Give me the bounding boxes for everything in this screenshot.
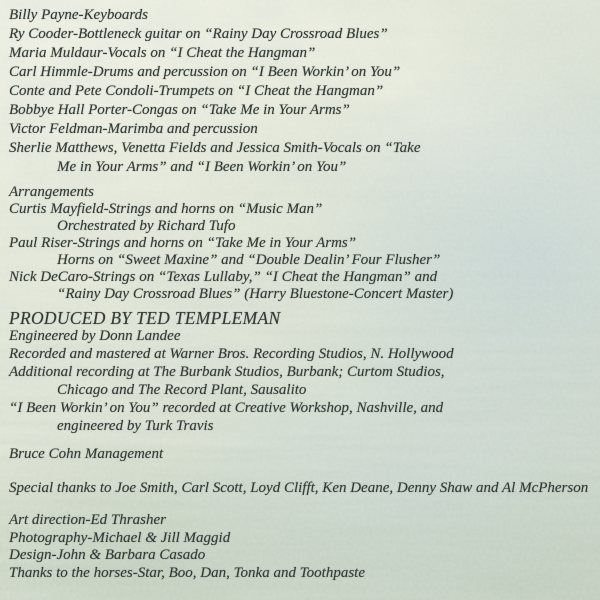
credit-line: Nick DeCaro-Strings on “Texas Lullaby,” “I Cheat the Hangman” and <box>9 269 438 285</box>
produced-by-line: PRODUCED BY TED TEMPLEMAN <box>9 308 281 328</box>
musicians-section <box>9 6 600 177</box>
credit-line: Additional recording at The Burbank Studios, Burbank; Curtom Studios, <box>9 364 445 380</box>
management-line: Bruce Cohn Management <box>9 446 164 462</box>
art-credits-section <box>9 512 600 582</box>
credit-line: Art direction-Ed Thrasher <box>9 512 166 528</box>
credit-line-continuation: Orchestrated by Richard Tufo <box>57 218 236 234</box>
credit-line: Victor Feldman-Marimba and percussion <box>9 121 258 137</box>
credit-line: Billy Payne-Keyboards <box>9 7 148 23</box>
credit-line: Photography-Michael & Jill Maggid <box>9 529 231 546</box>
credit-line: Design-John & Barbara Casado <box>9 547 206 563</box>
credit-line-continuation: Horns on “Sweet Maxine” and “Double Dealin’ Four Flusher” <box>57 252 441 268</box>
credit-line: Engineered by Donn Landee <box>9 328 181 344</box>
arrangements-heading: Arrangements <box>9 184 94 200</box>
credit-line-continuation: Me in Your Arms” and “I Been Workin’ on You” <box>57 159 347 175</box>
credit-line: Conte and Pete Condoli-Trumpets on “I Cheat the Hangman” <box>9 83 384 99</box>
credit-line: Paul Riser-Strings and horns on “Take Me in Your Arms” <box>9 235 357 251</box>
production-section <box>9 309 600 435</box>
credit-line: Ry Cooder-Bottleneck guitar on “Rainy Day Crossroad Blues” <box>9 26 388 42</box>
special-thanks-line: Special thanks to Joe Smith, Carl Scott, Loyd Clifft, Ken Deane, Denny Shaw and Al McPherson <box>9 480 589 496</box>
credit-line-continuation: Chicago and The Record Plant, Sausalito <box>57 382 307 398</box>
credit-line: Bobbye Hall Porter-Congas on “Take Me in Your Arms” <box>9 102 350 118</box>
credit-line: “I Been Workin’ on You” recorded at Creative Workshop, Nashville, and <box>9 400 444 416</box>
credit-line-continuation: “Rainy Day Crossroad Blues” (Harry Bluestone-Concert Master) <box>57 286 454 302</box>
special-thanks-section <box>9 479 600 497</box>
credit-line: Carl Himmle-Drums and percussion on “I Been Workin’ on You” <box>9 64 401 80</box>
credit-line: Sherlie Matthews, Venetta Fields and Jessica Smith-Vocals on “Take <box>9 140 421 156</box>
credit-line: Recorded and mastered at Warner Bros. Recording Studios, N. Hollywood <box>9 346 454 362</box>
credit-line-continuation: engineered by Turk Travis <box>57 418 214 434</box>
credit-line: Curtis Mayfield-Strings and horns on “Music Man” <box>9 201 323 217</box>
credit-line: Maria Muldaur-Vocals on “I Cheat the Hangman” <box>9 45 316 61</box>
arrangements-section <box>9 184 600 303</box>
credit-line: Thanks to the horses-Star, Boo, Dan, Tonka and Toothpaste <box>9 564 366 581</box>
management-section <box>9 445 600 463</box>
